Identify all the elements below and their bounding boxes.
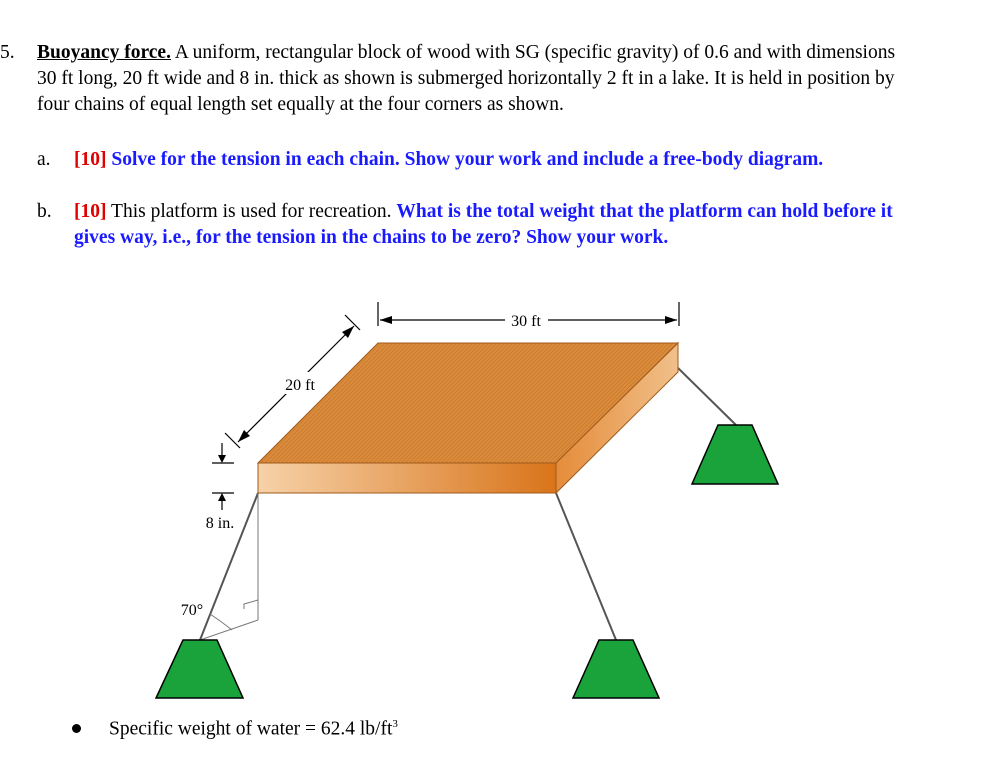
problem-title: Buoyancy force. (37, 42, 171, 63)
water-note (72, 718, 398, 741)
width-label: 20 ft (285, 377, 315, 394)
water-note-text: Specific weight of water = 62.4 lb/ft (109, 718, 393, 740)
angle-label: 70° (180, 602, 204, 619)
thickness-label: 8 in. (205, 515, 235, 532)
length-label: 30 ft (511, 313, 541, 330)
thickness-dimension (212, 443, 234, 510)
water-note-exponent: 3 (392, 718, 398, 730)
problem-number: 5. (0, 42, 15, 63)
problem-text: A uniform, rectangular block of wood with SG (specific gravity) of 0.6 and with dimensions 30 ft long, 20 ft wide and 8 in. thick as shown is submerged horizontally 2 ft in a lake. It is held in position by four chains of equal length set equally at the four corners as shown. (37, 42, 896, 115)
part-b-points: [10] (74, 201, 107, 222)
part-b-question: What is the total weight that the platform can hold before it gives way, i.e., for the tension in the chains to be zero? Show your work. (74, 201, 893, 248)
anchor-front-right (573, 640, 659, 698)
platform-front-face (258, 463, 556, 493)
wood-platform (258, 343, 678, 493)
part-b-label: b. (37, 201, 52, 222)
anchor-back-right (692, 425, 778, 484)
anchor-front-left (156, 640, 243, 698)
chain-front-right (556, 493, 616, 640)
part-b-intro: This platform is used for recreation. (111, 201, 392, 222)
part-a-question: Solve for the tension in each chain. Show your work and include a free-body diagram. (111, 149, 824, 170)
chain-back-right (678, 368, 736, 425)
part-a-label: a. (37, 149, 51, 170)
platform-top-face (258, 343, 678, 463)
bullet-icon (72, 724, 81, 733)
part-a-points: [10] (74, 149, 107, 170)
